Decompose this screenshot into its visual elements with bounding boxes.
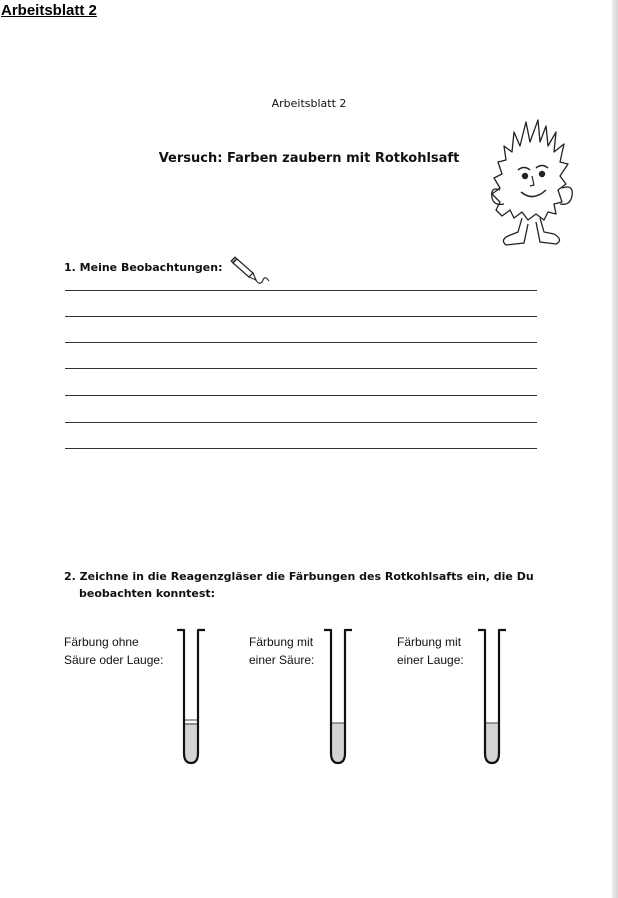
answer-line[interactable]	[65, 395, 537, 396]
pencil-icon	[229, 257, 271, 287]
test-tube-icon[interactable]	[174, 627, 208, 767]
answer-line[interactable]	[65, 448, 537, 449]
drawing-task-line2: beobachten konntest:	[79, 587, 216, 600]
test-tube-icon[interactable]	[475, 627, 509, 767]
experiment-title: Versuch: Farben zaubern mit Rotkohlsaft	[158, 151, 460, 166]
answer-line[interactable]	[65, 316, 537, 317]
scan-edge	[612, 0, 618, 898]
drawing-task-line1: 2. Zeichne in die Reagenzgläser die Färbungen des Rotkohlsafts ein, die Du	[64, 570, 534, 583]
tube-label-base: Färbung mit einer Lauge:	[397, 635, 464, 667]
page-title: Arbeitsblatt 2	[1, 2, 97, 19]
observations-heading: 1. Meine Beobachtungen:	[64, 261, 223, 274]
test-tube-icon[interactable]	[321, 627, 355, 767]
hedgehog-mascot-icon	[488, 118, 578, 253]
worksheet-label: Arbeitsblatt 2	[271, 97, 347, 110]
answer-line[interactable]	[65, 368, 537, 369]
drawing-task-heading	[64, 568, 554, 602]
tube-label-neutral: Färbung ohne Säure oder Lauge:	[64, 635, 164, 667]
answer-line[interactable]	[65, 422, 537, 423]
tube-label-acid: Färbung mit einer Säure:	[249, 635, 315, 667]
answer-line[interactable]	[65, 342, 537, 343]
answer-line[interactable]	[65, 290, 537, 291]
